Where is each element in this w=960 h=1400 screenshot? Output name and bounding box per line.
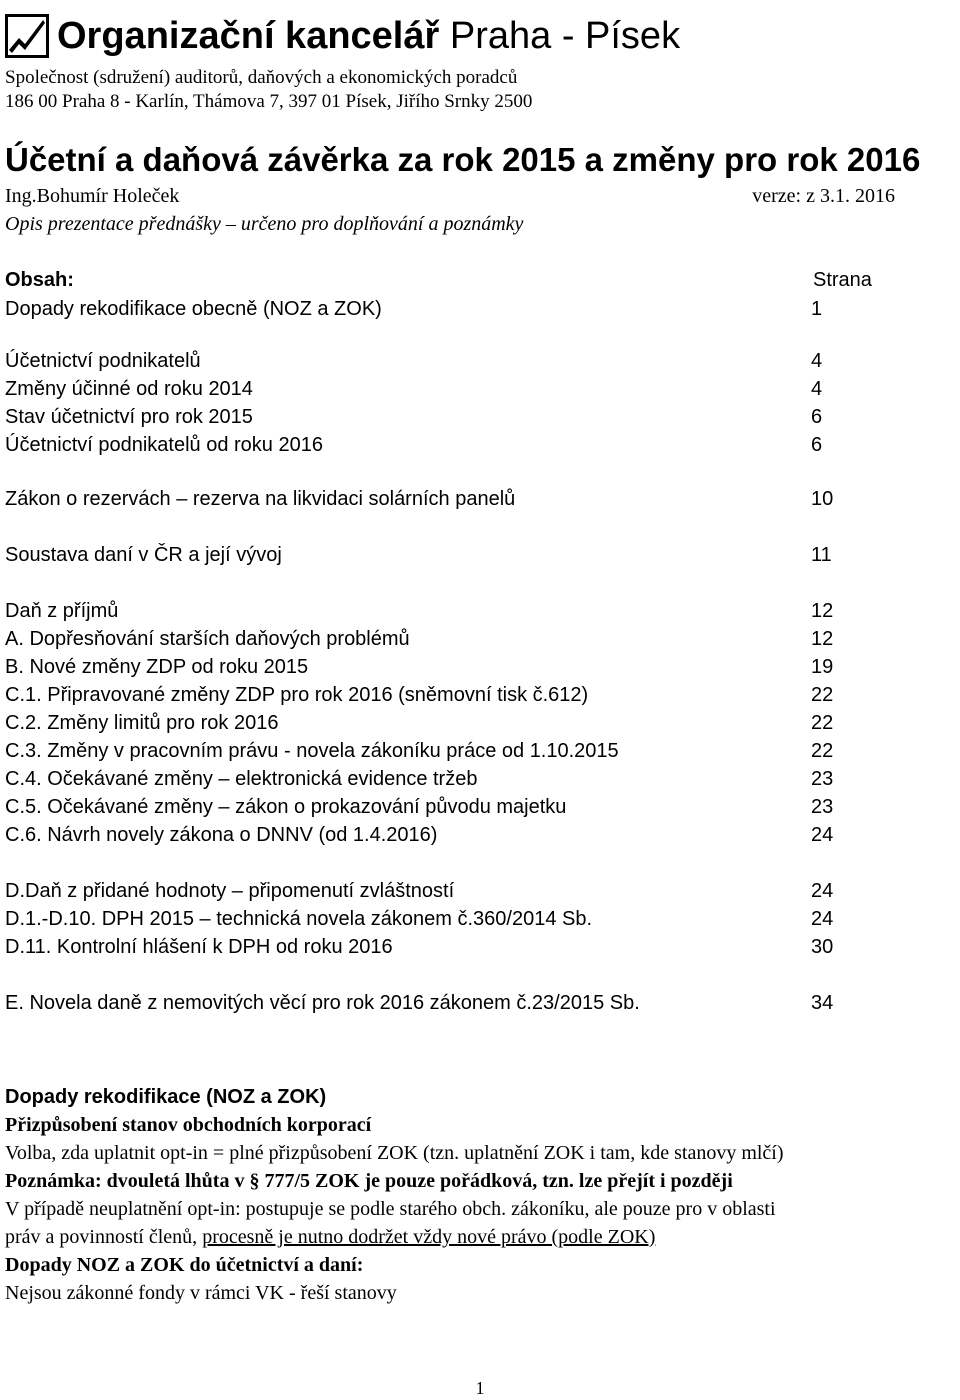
toc-item	[5, 625, 890, 653]
organization-address: 186 00 Praha 8 - Karlín, Thámova 7, 397 01 Písek, Jiřího Srnky 2500	[5, 91, 533, 112]
table-of-contents	[5, 266, 890, 1017]
toc-item	[5, 709, 890, 737]
toc-item-page: 4	[811, 378, 823, 400]
toc-item-label: Soustava daní v ČR a její vývoj	[5, 544, 282, 566]
toc-item	[5, 431, 890, 459]
section-underlined-text: procesně je nutno dodržet vždy nové právo (podle ZOK)	[202, 1226, 656, 1248]
toc-item	[5, 765, 890, 793]
toc-item-page: 23	[811, 768, 834, 790]
toc-item	[5, 375, 890, 403]
toc-item	[5, 681, 890, 709]
toc-item-label: C.6. Návrh novely zákona o DNNV (od 1.4.2016)	[5, 824, 438, 846]
section-paragraph: V případě neuplatnění opt-in: postupuje se podle starého obch. zákoníku, ale pouze pro v oblasti	[5, 1198, 776, 1220]
toc-item	[5, 821, 890, 849]
organization-name	[57, 13, 680, 59]
toc-item	[5, 541, 890, 569]
toc-item-label: E. Novela daně z nemovitých věcí pro rok 2016 zákonem č.23/2015 Sb.	[5, 992, 640, 1014]
toc-item-page: 22	[811, 740, 834, 762]
toc-item-page: 12	[811, 600, 834, 622]
toc-item-page: 19	[811, 656, 834, 678]
toc-item-label: Zákon o rezervách – rezerva na likvidaci solárních panelů	[5, 488, 516, 510]
toc-item	[5, 877, 890, 905]
section-rekodifikace	[5, 1083, 960, 1307]
toc-item-label: C.1. Připravované změny ZDP pro rok 2016 (sněmovní tisk č.612)	[5, 684, 589, 706]
toc-item	[5, 347, 890, 375]
toc-item	[5, 933, 890, 961]
toc-item-label: Změny účinné od roku 2014	[5, 378, 253, 400]
organization-name-regular: Praha - Písek	[439, 15, 681, 57]
toc-item-page: 22	[811, 684, 834, 706]
toc-item-page: 6	[811, 434, 823, 456]
toc-item-page: 24	[811, 880, 834, 902]
author-row	[5, 183, 895, 209]
toc-item	[5, 905, 890, 933]
section-subtitle: Přizpůsobení stanov obchodních korporací	[5, 1114, 372, 1136]
toc-item	[5, 597, 890, 625]
toc-item-label: Účetnictví podnikatelů od roku 2016	[5, 434, 323, 456]
section-note: Poznámka: dvouletá lhůta v § 777/5 ZOK je pouze pořádková, tzn. lze přejít i později	[5, 1170, 733, 1192]
toc-item-label: Účetnictví podnikatelů	[5, 350, 201, 372]
toc-item-page: 1	[811, 298, 823, 320]
toc-item	[5, 403, 890, 431]
letterhead-title-row	[5, 10, 955, 62]
toc-item-label: D.11. Kontrolní hlášení k DPH od roku 2016	[5, 936, 393, 958]
toc-item-page: 24	[811, 908, 834, 930]
toc-item-page: 34	[811, 992, 834, 1014]
organization-subtitle: Společnost (sdružení) auditorů, daňových a ekonomických poradců	[5, 67, 518, 88]
checkmark-logo-icon	[5, 14, 49, 58]
toc-item-label: C.4. Očekávané změny – elektronická evidence tržeb	[5, 768, 478, 790]
toc-item-label: D.1.-D.10. DPH 2015 – technická novela zákonem č.360/2014 Sb.	[5, 908, 593, 930]
toc-item-label: Stav účetnictví pro rok 2015	[5, 406, 253, 428]
toc-item-page: 4	[811, 350, 823, 372]
toc-item-page: 10	[811, 488, 834, 510]
toc-item-label: C.5. Očekávané změny – zákon o prokazování původu majetku	[5, 796, 567, 818]
toc-item-page: 24	[811, 824, 834, 846]
section-title: Dopady rekodifikace (NOZ a ZOK)	[5, 1086, 327, 1108]
toc-item-label: Daň z příjmů	[5, 600, 119, 622]
toc-item	[5, 653, 890, 681]
toc-item-label: A. Dopřesňování starších daňových problémů	[5, 628, 410, 650]
toc-item	[5, 295, 890, 323]
toc-item	[5, 737, 890, 765]
letterhead	[5, 10, 955, 114]
toc-page-heading: Strana	[813, 269, 872, 291]
toc-item-page: 11	[811, 544, 832, 566]
toc-heading: Obsah:	[5, 269, 74, 291]
toc-item-page: 6	[811, 406, 823, 428]
toc-item-page: 12	[811, 628, 834, 650]
toc-item	[5, 989, 890, 1017]
toc-item-page: 23	[811, 796, 834, 818]
organization-name-bold: Organizační kancelář	[57, 15, 440, 57]
section-paragraph	[5, 1223, 960, 1251]
toc-item-page: 22	[811, 712, 834, 734]
author-name: Ing.Bohumír Holeček	[5, 185, 180, 207]
document-subtitle: Opis prezentace přednášky – určeno pro doplňování a poznámky	[5, 213, 524, 235]
toc-item-label: Dopady rekodifikace obecně (NOZ a ZOK)	[5, 298, 382, 320]
toc-header	[5, 266, 890, 294]
toc-item	[5, 485, 890, 513]
toc-item	[5, 793, 890, 821]
section-text: práv a povinností členů,	[5, 1226, 203, 1248]
toc-item-label: C.3. Změny v pracovním právu - novela zákoníku práce od 1.10.2015	[5, 740, 619, 762]
toc-item-page: 30	[811, 936, 834, 958]
section-paragraph: Nejsou zákonné fondy v rámci VK - řeší stanovy	[5, 1282, 397, 1304]
toc-item-label: D.Daň z přidané hodnoty – připomenutí zvláštností	[5, 880, 455, 902]
section-heading: Dopady NOZ a ZOK do účetnictví a daní:	[5, 1254, 364, 1276]
document-version: verze: z 3.1. 2016	[752, 185, 895, 207]
section-paragraph: Volba, zda uplatnit opt-in = plné přizpůsobení ZOK (tzn. uplatnění ZOK i tam, kde stanovy mlčí)	[5, 1142, 784, 1164]
toc-item-label: C.2. Změny limitů pro rok 2016	[5, 712, 279, 734]
document-title: Účetní a daňová závěrka za rok 2015 a změny pro rok 2016	[5, 141, 921, 178]
page-number: 1	[475, 1378, 485, 1398]
toc-item-label: B. Nové změny ZDP od roku 2015	[5, 656, 309, 678]
